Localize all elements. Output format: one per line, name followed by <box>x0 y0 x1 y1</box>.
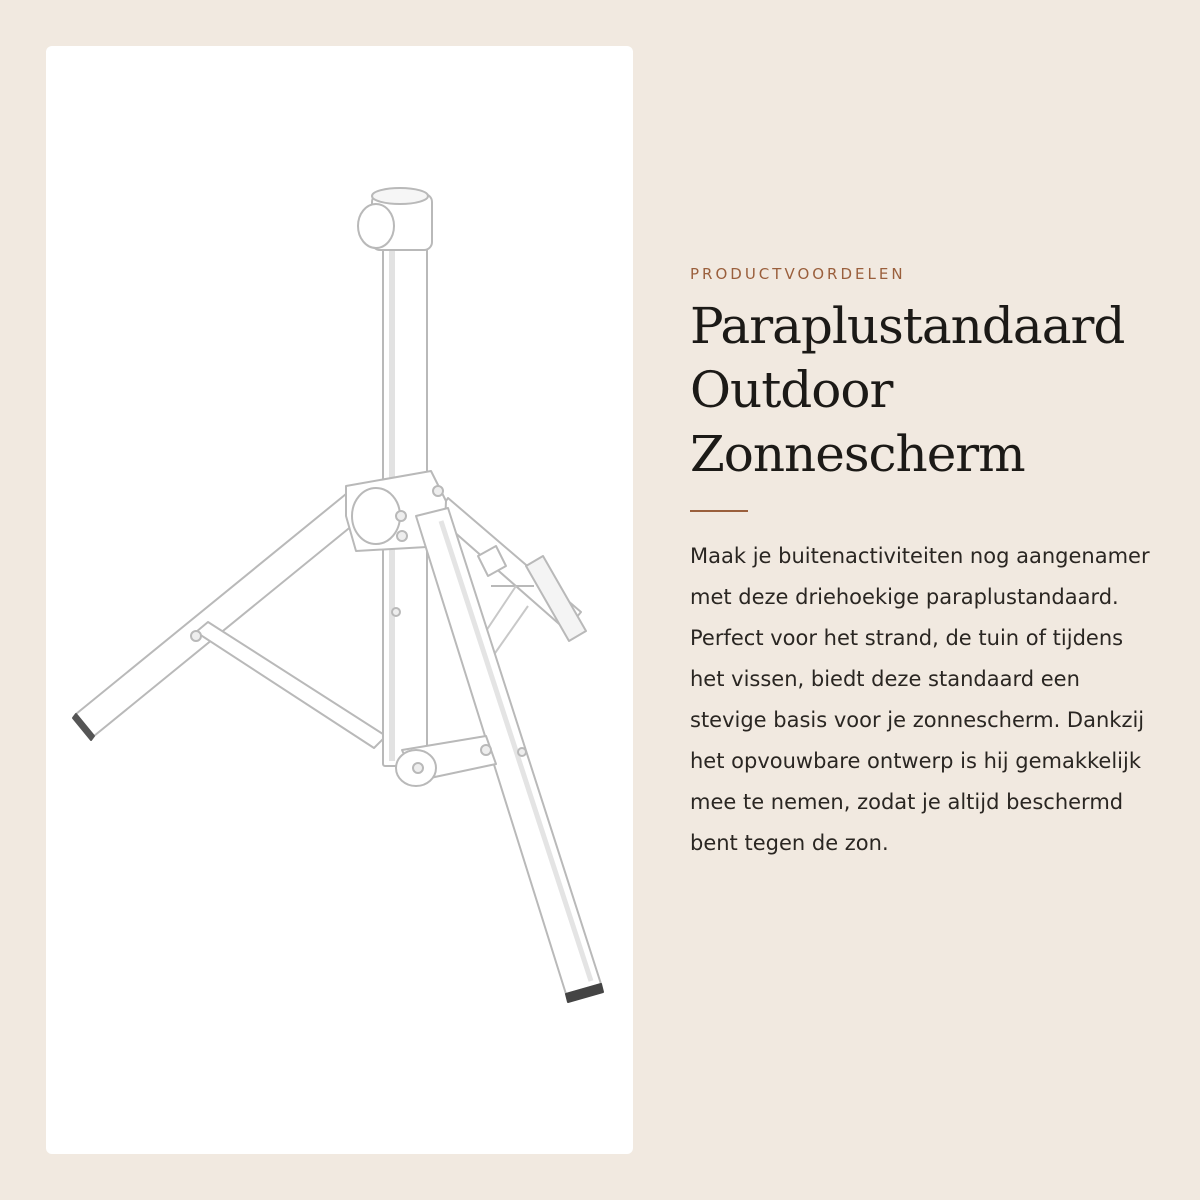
product-benefits-section <box>690 262 1160 864</box>
product-image-card <box>46 46 633 1154</box>
section-eyebrow: PRODUCTVOORDELEN <box>690 265 906 283</box>
product-description: Maak je buitenactiviteiten nog aangenamer met deze driehoekige paraplustandaard. Perfect voor het strand, de tuin of tijdens het vissen, biedt deze standaard een stevige basis voor je zonnescherm. Dankzij het opvouwbare ontwerp is hij gemakkelijk mee te nemen, zodat je altijd beschermd bent tegen de zon. <box>690 544 1150 855</box>
product-title-line-2: Outdoor <box>690 361 893 419</box>
umbrella-stand-tripod-image <box>46 46 633 1154</box>
product-title-line-1: Paraplustandaard <box>690 297 1125 355</box>
title-divider <box>690 510 748 512</box>
product-title <box>690 294 1160 486</box>
product-title-line-3: Zonnescherm <box>690 425 1025 483</box>
